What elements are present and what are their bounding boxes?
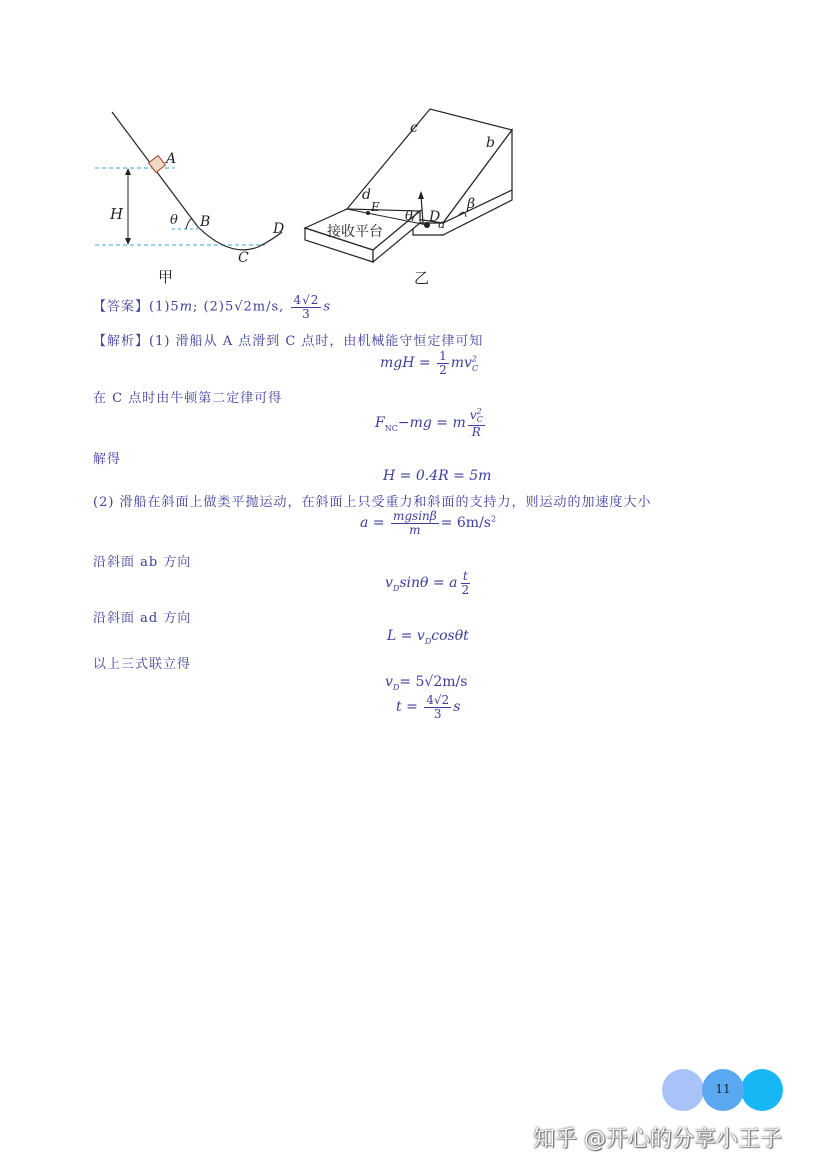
label-theta: θ	[170, 213, 178, 228]
eq1-num: 1	[439, 349, 447, 363]
answer-part1: (1)5	[149, 299, 180, 315]
analysis-line-2: 在 C 点时由牛顿第二定律可得	[93, 391, 283, 406]
answer-fraction	[291, 294, 321, 320]
answer-num: 4√2	[293, 293, 320, 307]
label-B: B	[200, 214, 211, 230]
label-b: b	[486, 135, 495, 151]
eq4-right: = 6m/s	[440, 515, 491, 532]
eq2-num	[468, 408, 485, 426]
equation-8	[396, 694, 460, 720]
watermark: 知乎 @开心的分享小王子	[533, 1127, 782, 1152]
eq8-den: 3	[433, 706, 442, 721]
eq1-fraction	[437, 350, 449, 376]
eq2-den: R	[471, 424, 481, 439]
eq6-sub: D	[424, 636, 432, 646]
eq2-num-v: v	[469, 408, 477, 422]
theta-arc	[186, 218, 192, 229]
label-d: d	[362, 187, 371, 203]
label-theta-yi: θ	[405, 209, 413, 224]
equation-7	[385, 674, 467, 692]
label-C: C	[238, 250, 249, 266]
eq4-fraction	[391, 510, 439, 536]
eq8-fraction	[424, 694, 451, 720]
eq1-sup: 2	[471, 354, 478, 364]
answer-m: m	[179, 299, 194, 315]
eq7-sub: D	[392, 682, 400, 692]
eq7-right: = 5√2m/s	[399, 674, 468, 690]
eq4-sup: 2	[490, 514, 497, 524]
eq2-sub: NC	[384, 423, 398, 433]
eq4-num: mgsinβ	[392, 509, 437, 523]
page-number: 11	[715, 1082, 731, 1096]
eq7-left: v	[385, 674, 393, 690]
H-arrow-bottom	[125, 238, 131, 245]
eq1-right: mv	[450, 355, 472, 372]
eq5-fraction	[459, 570, 471, 596]
eq1-den: 2	[439, 362, 447, 377]
point-E	[366, 211, 370, 215]
label-c: c	[410, 120, 418, 136]
caption-jia: 甲	[158, 268, 174, 286]
eq4-left: a =	[360, 515, 385, 532]
equation-1	[380, 350, 478, 376]
equation-4	[360, 510, 496, 536]
eq2-num-sup: 2	[476, 407, 482, 416]
eq2-mid: −mg = m	[397, 415, 466, 432]
label-H: H	[110, 205, 124, 223]
analysis-line-3: 解得	[93, 452, 122, 467]
eq4-den: m	[409, 522, 421, 537]
figure-yi	[295, 95, 525, 290]
eq8-num: 4√2	[426, 693, 450, 707]
circle-left	[662, 1069, 704, 1111]
page-circles	[662, 1069, 784, 1111]
analysis-line-4: (2) 滑船在斜面上做类平抛运动，在斜面上只受重力和斜面的支持力，则运动的加速度大小	[93, 495, 652, 510]
answer-den: 3	[302, 306, 311, 321]
eq5-den: 2	[461, 582, 470, 597]
answer-tag: 【答案】	[93, 299, 150, 315]
label-A: A	[166, 151, 177, 167]
label-D-yi: D	[429, 209, 441, 225]
eq5-sub: D	[392, 583, 400, 593]
eq2-f: F	[375, 415, 385, 432]
equation-6	[387, 628, 469, 646]
label-a: a	[438, 217, 446, 231]
label-D: D	[273, 221, 285, 237]
analysis-line-6: 沿斜面 ad 方向	[93, 611, 192, 626]
eq8-unit: s	[453, 699, 461, 716]
equation-5	[385, 570, 473, 596]
eq8-left: t =	[396, 699, 418, 716]
eq1-sub: C	[472, 363, 479, 373]
eq6-left: L = v	[387, 628, 425, 644]
circle-right	[741, 1069, 783, 1111]
answer-unit: s	[323, 299, 332, 315]
equation-2	[375, 408, 487, 438]
answer-sep: ; (2)5√2m/s,	[193, 299, 285, 315]
label-beta: β	[467, 196, 476, 212]
eq6-right: cosθt	[431, 628, 469, 644]
block-A	[149, 156, 166, 173]
eq1-left: mgH =	[380, 355, 431, 372]
figure-jia	[80, 100, 310, 290]
answer-line	[93, 294, 331, 320]
eq5-num: t	[462, 569, 468, 583]
eq2-num-sub: C	[476, 415, 483, 425]
analysis-intro	[93, 330, 483, 349]
eq2-fraction	[468, 408, 485, 438]
analysis-intro-text: (1) 滑船从 A 点滑到 C 点时，由机械能守恒定律可知	[149, 334, 484, 349]
eq5-left: v	[385, 575, 393, 592]
label-E: E	[371, 200, 380, 214]
analysis-tag: 【解析】	[93, 334, 150, 349]
analysis-line-7: 以上三式联立得	[93, 657, 192, 672]
equation-3: H = 0.4R = 5m	[383, 468, 492, 484]
H-arrow-top	[125, 168, 131, 175]
caption-yi: 乙	[414, 269, 430, 287]
eq5-mid: sinθ = a	[399, 575, 458, 592]
analysis-line-5: 沿斜面 ab 方向	[93, 555, 192, 570]
platform-label: 接收平台	[327, 224, 383, 240]
